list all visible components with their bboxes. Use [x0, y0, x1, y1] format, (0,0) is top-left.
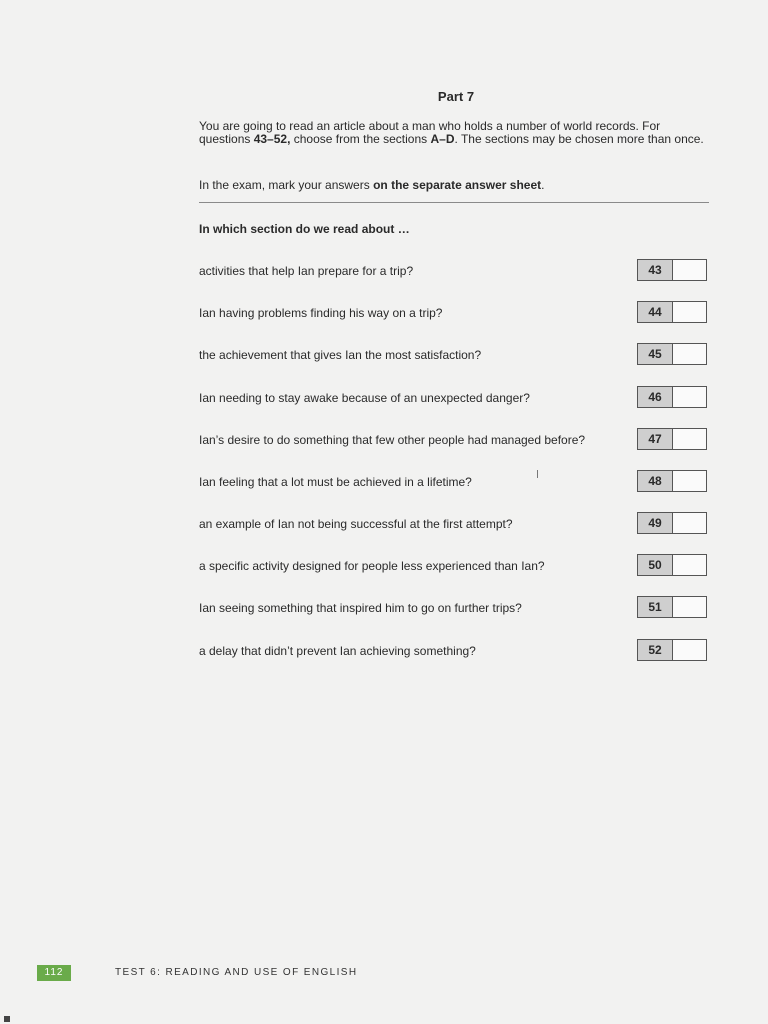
answer-box	[637, 639, 707, 661]
divider-rule	[199, 202, 709, 203]
question-number: 47	[638, 429, 673, 449]
answer-box	[637, 512, 707, 534]
intro-text-2: choose from the sections	[290, 132, 431, 146]
instruction-text-2: .	[541, 178, 545, 192]
question-row	[199, 639, 709, 663]
answer-box	[637, 554, 707, 576]
question-number: 46	[638, 387, 673, 407]
question-number: 44	[638, 302, 673, 322]
intro-paragraph	[199, 120, 709, 146]
question-text: Ian having problems finding his way on a trip?	[199, 306, 443, 320]
question-text: an example of Ian not being successful at the first attempt?	[199, 517, 513, 531]
answer-slot[interactable]	[673, 597, 706, 617]
answer-slot[interactable]	[673, 302, 706, 322]
answer-slot[interactable]	[673, 555, 706, 575]
question-text: a specific activity designed for people less experienced than Ian?	[199, 559, 545, 573]
question-row	[199, 596, 709, 620]
question-text: activities that help Ian prepare for a trip?	[199, 264, 414, 278]
answer-box	[637, 386, 707, 408]
instruction-emphasis: on the separate answer sheet	[373, 178, 542, 192]
question-row	[199, 259, 709, 283]
answer-slot[interactable]	[673, 260, 706, 280]
intro-section-range: A–D	[430, 132, 455, 146]
answer-slot[interactable]	[673, 344, 706, 364]
intro-question-range: 43–52,	[253, 132, 291, 146]
question-row	[199, 512, 709, 536]
answer-box	[637, 470, 707, 492]
answer-slot[interactable]	[673, 640, 706, 660]
footer-section-title: TEST 6: READING AND USE OF ENGLISH	[115, 967, 358, 978]
stray-pencil-mark	[537, 470, 538, 478]
answer-box	[637, 259, 707, 281]
question-number: 43	[638, 260, 673, 280]
question-row	[199, 470, 709, 494]
question-number: 50	[638, 555, 673, 575]
answer-box	[637, 301, 707, 323]
question-text: Ian seeing something that inspired him to go on further trips?	[199, 601, 522, 615]
question-number: 51	[638, 597, 673, 617]
answer-slot[interactable]	[673, 513, 706, 533]
question-row	[199, 301, 709, 325]
question-text: Ian’s desire to do something that few other people had managed before?	[199, 433, 586, 447]
intro-text-3: . The sections may be chosen more than once.	[454, 132, 704, 146]
question-text: a delay that didn’t prevent Ian achieving something?	[199, 644, 476, 658]
question-text: Ian needing to stay awake because of an unexpected danger?	[199, 391, 530, 405]
question-number: 48	[638, 471, 673, 491]
answer-slot[interactable]	[673, 429, 706, 449]
question-number: 52	[638, 640, 673, 660]
question-number: 49	[638, 513, 673, 533]
page-number-badge: 112	[37, 965, 71, 981]
question-text: Ian feeling that a lot must be achieved in a lifetime?	[199, 475, 472, 489]
question-row	[199, 428, 709, 452]
corner-scan-mark	[4, 1016, 10, 1022]
answer-box	[637, 343, 707, 365]
question-row	[199, 554, 709, 578]
intro-text-1: You are going to read an article about a man who holds a number of world records. For questions	[199, 119, 661, 146]
answer-slot[interactable]	[673, 471, 706, 491]
answer-slot[interactable]	[673, 387, 706, 407]
question-row	[199, 386, 709, 410]
answer-box	[637, 428, 707, 450]
question-text: the achievement that gives Ian the most satisfaction?	[199, 348, 482, 362]
part-title: Part 7	[437, 89, 475, 104]
question-lead: In which section do we read about …	[199, 222, 410, 236]
answer-box	[637, 596, 707, 618]
instruction-text-1: In the exam, mark your answers	[199, 178, 374, 192]
question-number: 45	[638, 344, 673, 364]
exam-instruction	[199, 178, 709, 192]
question-row	[199, 343, 709, 367]
